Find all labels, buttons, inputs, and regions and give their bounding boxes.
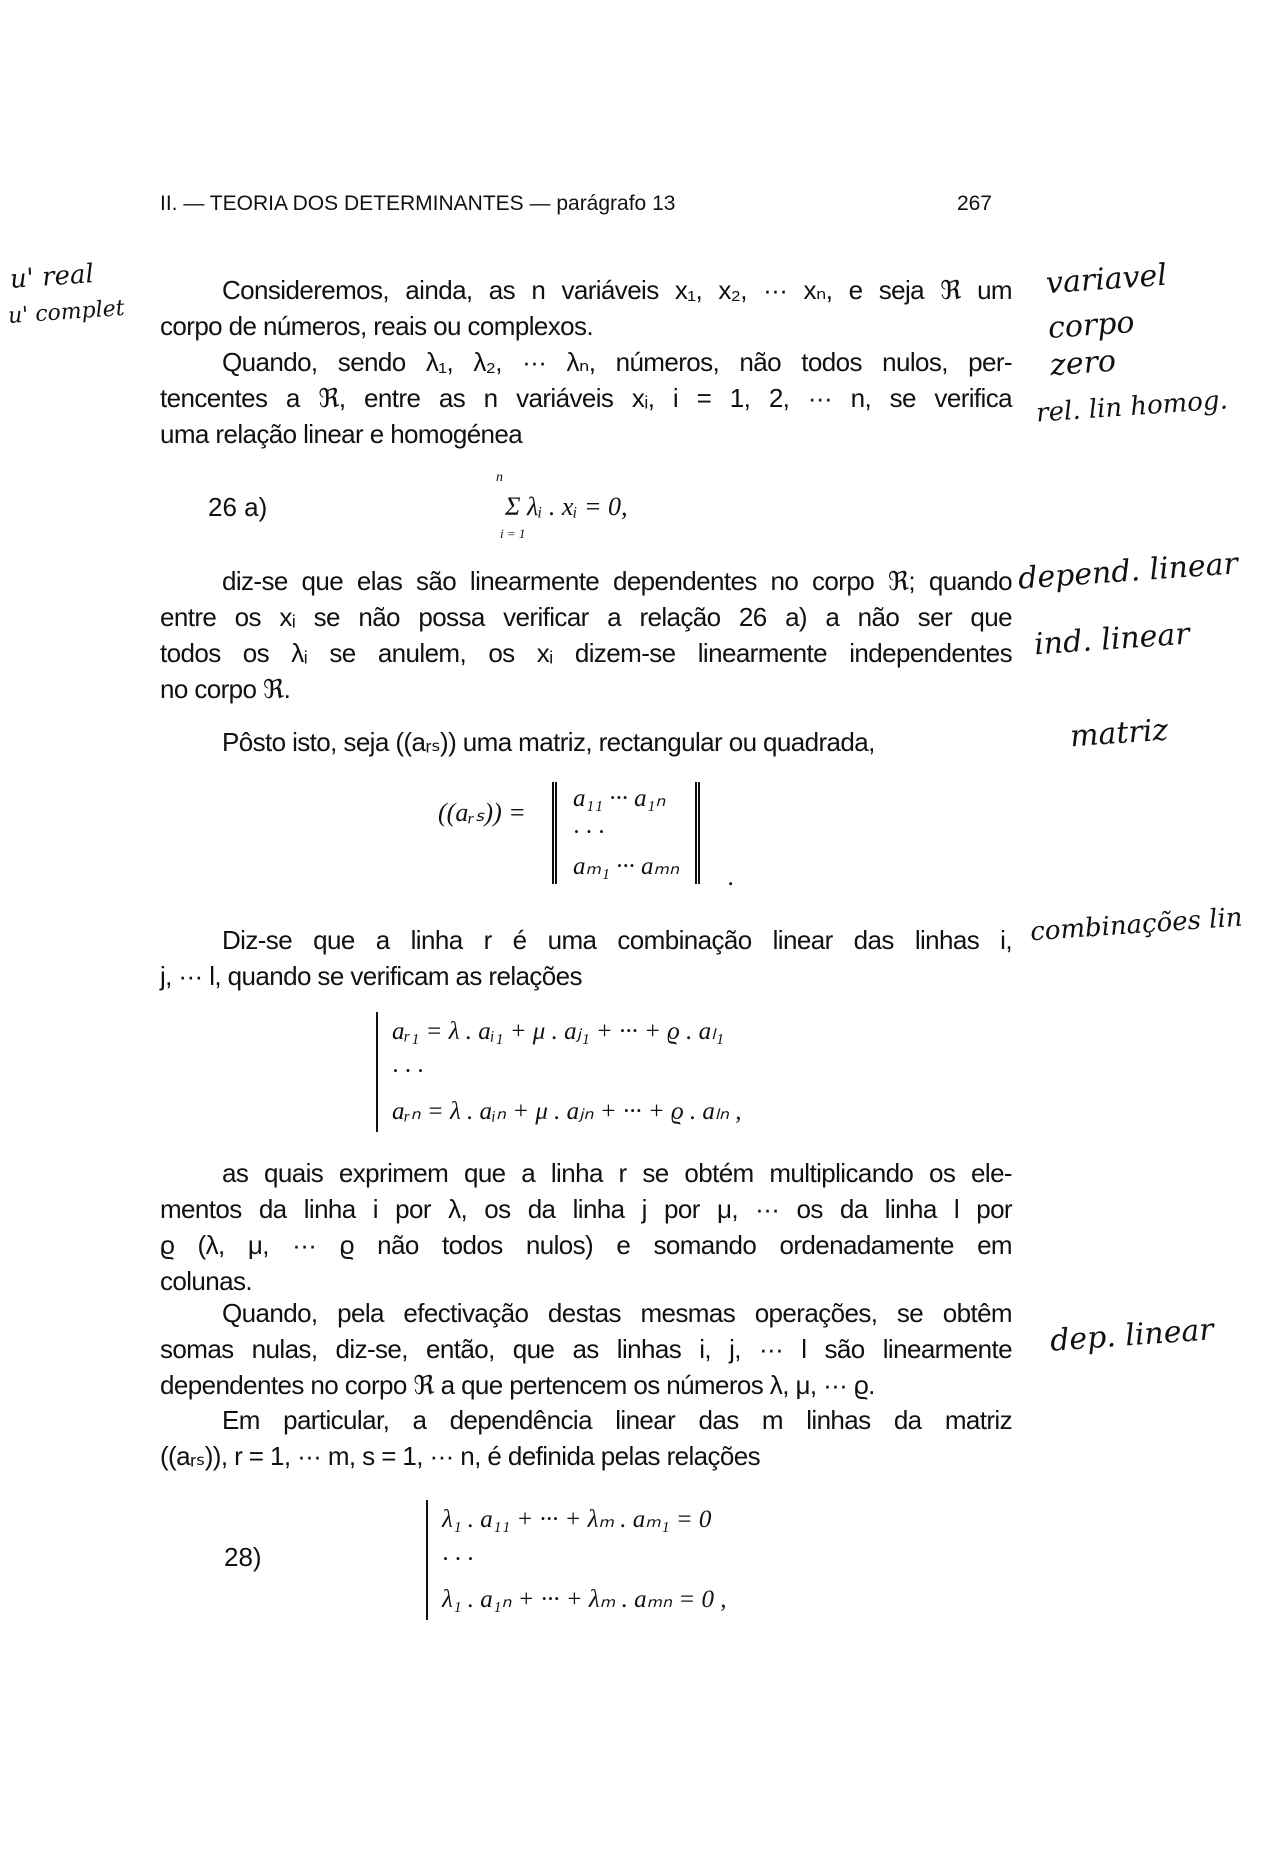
matrix-lhs: ((aᵣₛ)) = (438, 798, 526, 827)
annotation: rel. lin homog. (1035, 385, 1229, 429)
paragraph-6 (160, 1155, 1012, 1299)
text-line: mentos da linha i por λ, os da linha j por μ, ··· os da linha l por (160, 1194, 1012, 1224)
text-line: Quando, sendo λ₁, λ₂, ··· λₙ, números, não todos nulos, per- (222, 347, 1012, 377)
annotation: u' real (9, 259, 95, 295)
text-line: tencentes a ℜ, entre as n variáveis xᵢ, i = 1, 2, ··· n, se verifica (160, 383, 1012, 413)
equation-26a: Σ λᵢ . xᵢ = 0, (505, 492, 628, 521)
paragraph-3 (160, 563, 1012, 707)
text-line: corpo de números, reais ou complexos. (160, 311, 594, 341)
text-line: uma relação linear e homogénea (160, 419, 523, 449)
system-row: λ₁ . a₁₁ + ··· + λₘ . aₘ₁ = 0 (442, 1506, 712, 1533)
system-28 (426, 1500, 726, 1620)
paragraph-1 (160, 272, 1012, 344)
text-line: Em particular, a dependência linear das m linhas da matriz (222, 1405, 1012, 1435)
text-line: no corpo ℜ. (160, 674, 291, 704)
page-number: 267 (956, 192, 992, 215)
text-line: Quando, pela efectivação destas mesmas operações, se obtêm (222, 1298, 1012, 1328)
paragraph-5 (160, 922, 1012, 994)
text-line: j, ··· l, quando se verificam as relações (160, 961, 582, 991)
annotation: depend. linear (1017, 546, 1239, 597)
paragraph-8 (160, 1402, 1012, 1474)
system-row: aᵣₙ = λ . aᵢₙ + μ . aⱼₙ + ··· + ϱ . aₗₙ , (392, 1098, 742, 1125)
matrix-row: aₘ₁ ··· aₘₙ (573, 853, 680, 880)
system-row: λ₁ . a₁ₙ + ··· + λₘ . aₘₙ = 0 , (442, 1586, 727, 1613)
text-line: ((aᵣₛ)), r = 1, ··· m, s = 1, ··· n, é definida pelas relações (160, 1441, 761, 1471)
matrix (552, 782, 700, 884)
annotation: dep. linear (1048, 1312, 1215, 1359)
matrix-end: . (728, 862, 735, 891)
text-line: Consideremos, ainda, as n variáveis x₁, x₂, ··· xₙ, e seja ℜ um (222, 275, 1012, 305)
annotation: matriz (1068, 712, 1170, 755)
text-line: ϱ (λ, μ, ··· ϱ não todos nulos) e somando ordenadamente em (160, 1230, 1012, 1260)
text-line: Pôsto isto, seja ((aᵣₛ)) uma matriz, rectangular ou quadrada, (222, 727, 875, 757)
sum-lower: i = 1 (500, 526, 526, 541)
system-relations (376, 1012, 742, 1132)
annotation: u' complet (7, 295, 126, 330)
text-line: somas nulas, diz-se, então, que as linhas i, j, ··· l são linearmente (160, 1334, 1012, 1364)
text-line: dependentes no corpo ℜ a que pertencem os números λ, μ, ··· ϱ. (160, 1370, 875, 1400)
system-row: · · · (442, 1546, 474, 1573)
paragraph-7 (160, 1295, 1012, 1403)
text-line: todos os λᵢ se anulem, os xᵢ dizem-se linearmente independentes (160, 638, 1012, 668)
text-line: as quais exprimem que a linha r se obtém multiplicando os ele- (222, 1158, 1012, 1188)
annotation: zero (1048, 343, 1118, 384)
annotation: corpo (1046, 305, 1136, 346)
annotation: ind. linear (1032, 616, 1191, 663)
paragraph-4 (160, 724, 1012, 760)
matrix-row: · · · (573, 819, 605, 846)
annotation: variavel (1044, 257, 1169, 302)
text-line: entre os xᵢ se não possa verificar a relação 26 a) a não ser que (160, 602, 1012, 632)
running-header (160, 192, 992, 216)
running-title: II. — TEORIA DOS DETERMINANTES — parágrafo 13 (160, 192, 676, 215)
text-line: diz-se que elas são linearmente dependentes no corpo ℜ; quando (222, 566, 1012, 596)
text-line: Diz-se que a linha r é uma combinação linear das linhas i, (222, 925, 1012, 955)
system-row: · · · (392, 1058, 424, 1085)
matrix-row: a₁₁ ··· a₁ₙ (573, 785, 666, 812)
equation-label-26a: 26 a) (208, 492, 268, 522)
equation-label-28: 28) (224, 1542, 262, 1572)
paragraph-2 (160, 344, 1012, 452)
sum-upper: n (496, 470, 503, 485)
system-row: aᵣ₁ = λ . aᵢ₁ + μ . aⱼ₁ + ··· + ϱ . aₗ₁ (392, 1018, 724, 1045)
annotation: combinações lin (1029, 902, 1244, 948)
text-line: colunas. (160, 1266, 253, 1296)
